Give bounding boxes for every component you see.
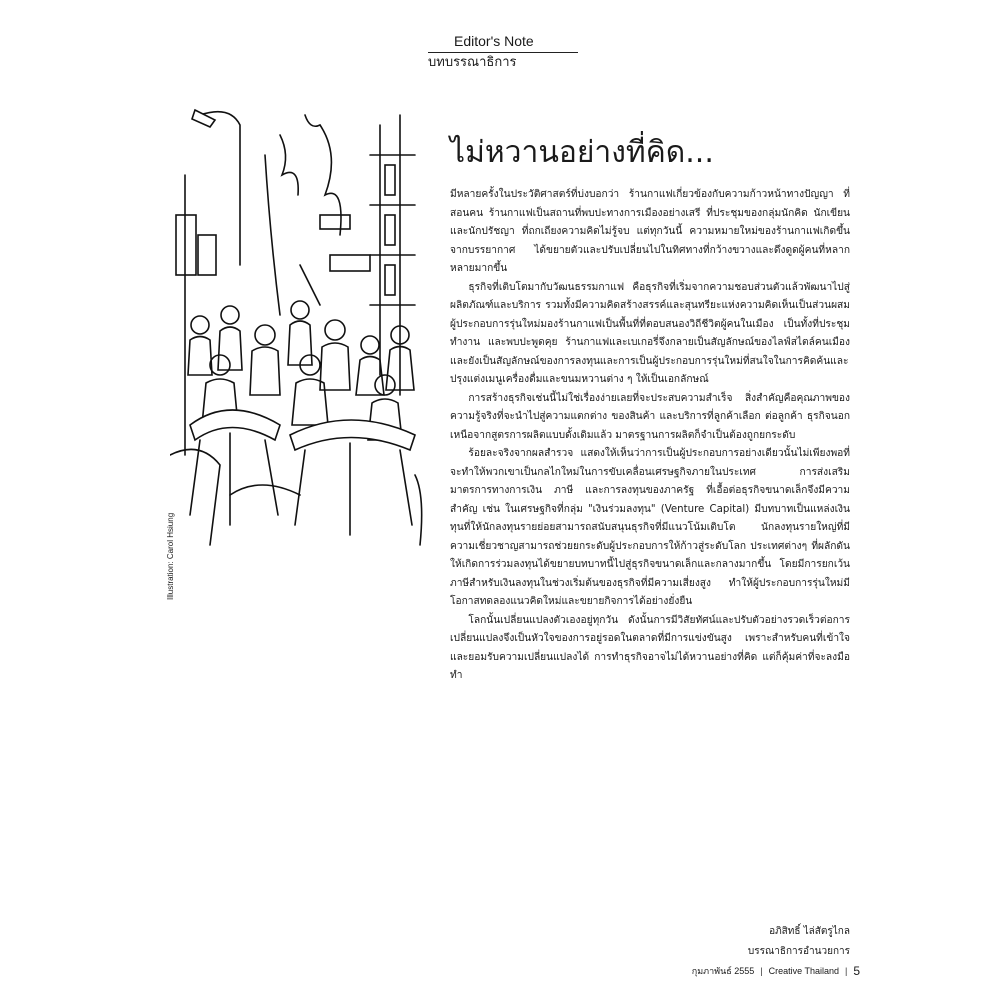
cafe-sketch-illustration — [170, 95, 425, 695]
article-body — [450, 186, 850, 686]
paragraph: การสร้างธุรกิจเช่นนี้ไม่ใช่เรื่องง่ายเลยที่จะประสบความสำเร็จ สิ่งสำคัญคือคุณภาพของความรู้จริงที่จะนำไปสู่ความแตกต่าง ของสินค้า และบริการที่ลูกค้าเลือก ต่อลูกค้า ธุรกิจนอกเหนือจากสูตรการผลิตแบบดั้งเดิมแล้ว มาตรฐานการผลิตก็จำเป็นต้องถูกยกระดับ — [450, 392, 850, 441]
footer-separator: | — [844, 966, 848, 976]
section-header — [428, 32, 578, 71]
page-number: 5 — [853, 964, 860, 978]
article-title: ไม่หวานอย่างที่คิด... — [450, 135, 714, 170]
editor-name: อภิสิทธิ์ ไล่สัตรูไกล — [769, 926, 850, 937]
illustration-credit: Illustration: Carol Hsiung — [166, 512, 175, 600]
page-footer — [692, 964, 860, 978]
section-title-en: Editor's Note — [454, 33, 534, 49]
paragraph: ร้อยละจริงจากผลสำรวจ แสดงให้เห็นว่าการเป็นผู้ประกอบการอย่างเดียวนั้นไม่เพียงพอที่จะทำให้พวกเขาเป็นกลไกใหม่ในการขับเคลื่อนเศรษฐกิจภายในประเทศ การส่งเสริมมาตรการทางการเงิน ภาษี และการลงทุนของภาครัฐ ที่เอื้อต่อธุรกิจขนาดเล็กจึงมีความสำคัญ เช่น ในเศรษฐกิจที่กลุ่ม "เงินร่วมลงทุน" (Venture Capital) มีบทบาทเป็นแหล่งเงินทุนที่ให้นักลงทุนรายย่อยสามารถสนับสนุนธุรกิจที่มีแนวโน้มเติบโต นักลงทุนรายใหญ่ที่มีความเชี่ยวชาญสามารถช่วยยกระดับผู้ประกอบการให้ก้าวสู่ระดับโลก ประเทศต่างๆ ที่ผลักดันให้เกิดการร่วมลงทุนได้ขยายบทบาทนี้ไปสู่ธุรกิจขนาดเล็กและกลางมากขึ้น โดยมีการยกเว้นภาษีสำหรับเงินลงทุนในช่วงเริ่มต้นของธุรกิจที่มีความเสี่ยงสูง ทำให้ผู้ประกอบการรุ่นใหม่มีโอกาสทดลองแนวคิดใหม่และขยายกิจการได้อย่างยั่งยืน — [450, 448, 850, 607]
editor-position: บรรณาธิการอำนวยการ — [747, 946, 850, 957]
footer-separator: | — [760, 966, 763, 976]
paragraph: มีหลายครั้งในประวัติศาสตร์ที่บ่งบอกว่า ร้านกาแฟเกี่ยวข้องกับความก้าวหน้าทางปัญญา ที่สอนคน ร้านกาแฟเป็นสถานที่พบปะทางการเมืองอย่างเสรี ที่ประชุมของกลุ่มนักคิด นักเขียน และนักปรัชญา ที่ถกเถียงความคิดไม่รู้จบ แต่ทุกวันนี้ ความหมายใหม่ของร้านกาแฟเกิดขึ้นจากบรรยากาศ ได้ขยายตัวและปรับเปลี่ยนไปในทิศทางที่กว้างขวางและดึงดูดผู้คนที่หลากหลายมากขึ้น — [450, 189, 850, 274]
editor-signature — [748, 922, 850, 962]
magazine-name: Creative Thailand — [768, 966, 839, 976]
header-divider — [428, 52, 578, 53]
paragraph: โลกนั้นเปลี่ยนแปลงตัวเองอยู่ทุกวัน ดังนั้นการมีวิสัยทัศน์และปรับตัวอย่างรวดเร็วต่อการเปลี่ยนแปลงจึงเป็นหัวใจของการอยู่รอดในตลาดที่มีการแข่งขันสูง เพราะสำหรับคนที่เข้าใจและยอมรับความเปลี่ยนแปลงได้ การทำธุรกิจอาจไม่ได้หวานอย่างที่คิด แต่ก็คุ้มค่าที่จะลงมือทำ — [450, 614, 850, 681]
paragraph: ธุรกิจที่เติบโตมากับวัฒนธรรมกาแฟ คือธุรกิจที่เริ่มจากความชอบส่วนตัวแล้วพัฒนาไปสู่ผลิตภัณฑ์และบริการ รวมทั้งมีความคิดสร้างสรรค์และสุนทรียะแห่งความคิดเห็นเป็นส่วนผสม ผู้ประกอบการรุ่นใหม่มองร้านกาแฟเป็นพื้นที่ที่ตอบสนองวิถีชีวิตผู้คนในเมือง เป็นทั้งที่ประชุม ทำงาน และพบปะพูดคุย ร้านกาแฟและเบเกอรี่จึงกลายเป็นสัญลักษณ์ของไลฟ์สไตล์คนเมือง และยังเป็นสัญลักษณ์ของการลงทุนและการเป็นผู้ประกอบการรุ่นใหม่ที่สนใจในการคิดค้นและปรุงแต่งเมนูเครื่องดื่มและขนมหวานต่าง ๆ ให้เป็นเอกลักษณ์ — [450, 281, 850, 385]
issue-date: กุมภาพันธ์ 2555 — [691, 966, 755, 976]
section-title-th: บทบรรณาธิการ — [428, 55, 517, 70]
